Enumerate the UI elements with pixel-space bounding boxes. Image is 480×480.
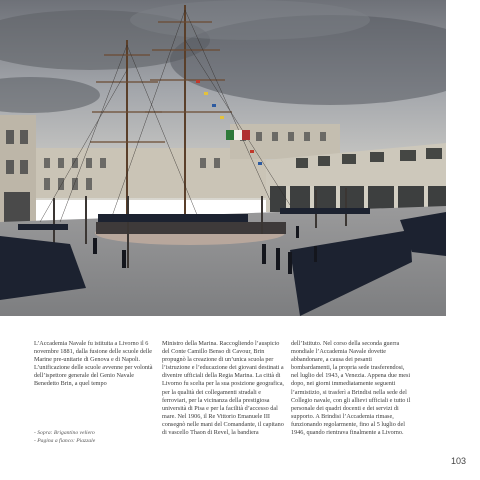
body-paragraph: L’Accademia Navale fu istituita a Livorno il 6 novembre 1881, dalla fusione delle scuole delle Marine pre-unitarie di Genova e di Napoli. L’unificazione delle scuole avvenne per volontà dell’ispettore generale del Genio Navale Benedetto Brin, a quel tempo: [34, 340, 153, 388]
photo-captions: [34, 430, 156, 445]
body-paragraph: Ministro della Marina. Raccogliendo l’auspicio del Conte Camillo Benso di Cavour, Brin propugnò la creazione di un’unica scuola per l’istruzione e l’educazione dei giovani destinati a divenire ufficiali della Regia Marina. La città di Livorno fu scelta per la sua posizione geografica, per la qualità dei collegamenti stradali e ferroviari, per la vicinanza della prestigiosa università di Pisa e per la facilità d’accesso dal mare. Nel 1906, il Re Vittorio Emanuele III consegnò nelle mani del Comandante, il capitano di vascello Thaon di Revel, la bandiera: [162, 340, 284, 437]
text-column-2: [162, 340, 284, 437]
caption-above: - Sopra: Brigantino veliero: [34, 430, 95, 436]
text-column-3: [291, 340, 413, 437]
caption-facing-page: - Pagina a fianco: Piazzale: [34, 437, 96, 444]
body-paragraph: dell’Istituto. Nel corso della seconda guerra mondiale l’Accademia Navale dovette abbandonare, a causa dei pesanti bombardamenti, la propria sede trasferendosi, nel luglio del 1943, a Venezia. Appena due mesi dopo, nei giorni immediatamente seguenti l’armistizio, si trasferì a Brindisi nella sede del Collegio navale, con gli allievi ufficiali e tutto il personale dei quadri docenti e dei servizi di supporto. A Brindisi l’Accademia rimase, funzionando regolarmente, fino al 5 luglio del 1946, quando rientrava finalmente a Livorno.: [291, 340, 411, 437]
text-column-1: [34, 340, 154, 389]
page-number: 103: [451, 456, 467, 466]
